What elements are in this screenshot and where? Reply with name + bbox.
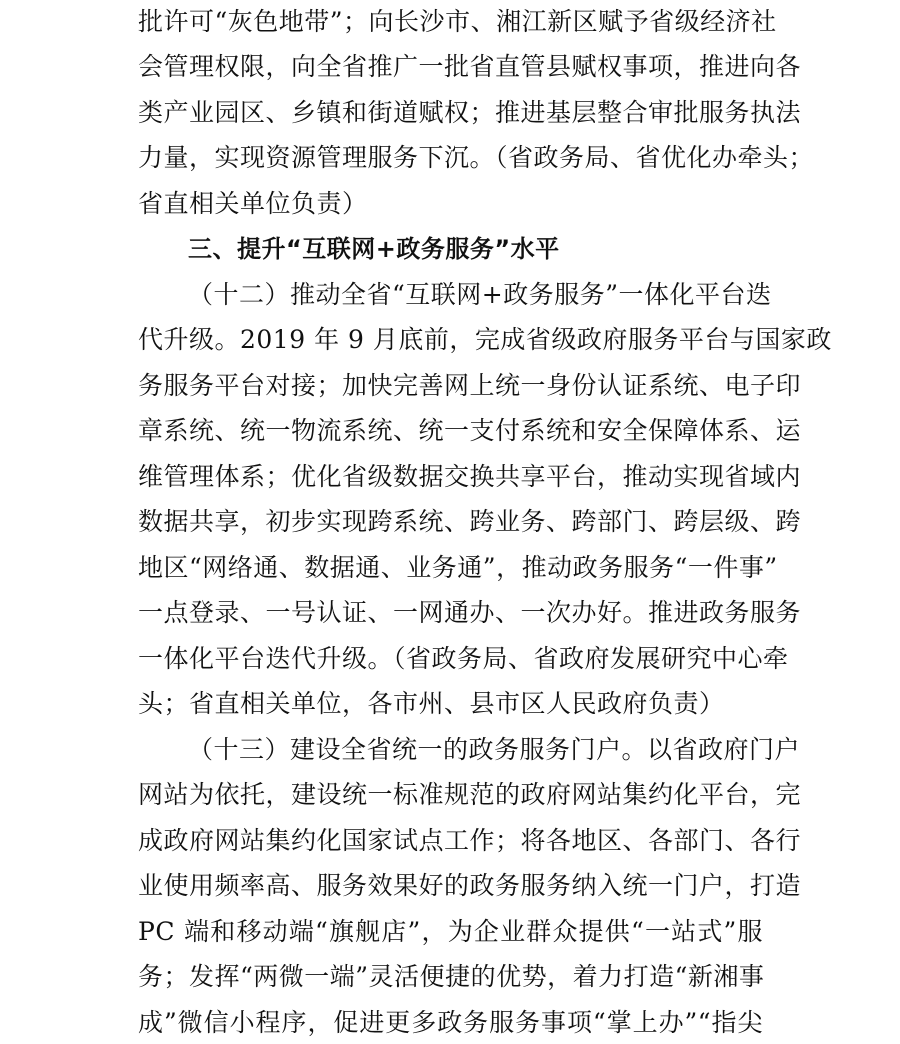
paragraph-line: （十三）建设全省统一的政务服务门户。以省政府门户 xyxy=(188,735,801,764)
paragraph-line: 一体化平台迭代升级。（省政务局、省政府发展研究中心牵 xyxy=(138,644,789,673)
paragraph-line: 地区“网络通、数据通、业务通”，推动政务服务“一件事” xyxy=(138,553,778,582)
paragraph-line: 力量，实现资源管理服务下沉。（省政务局、省优化办牵头； xyxy=(138,143,815,172)
paragraph-line: 务；发挥“两微一端”灵活便捷的优势，着力打造“新湘事 xyxy=(138,962,765,991)
paragraph-line: 网站为依托，建设统一标准规范的政府网站集约化平台，完 xyxy=(138,780,802,809)
paragraph-line: 代升级。2019 年 9 月底前，完成省级政府服务平台与国家政 xyxy=(138,325,832,354)
paragraph-line: 省直相关单位负责） xyxy=(138,189,368,218)
section-heading: 三、提升“互联网+政务服务”水平 xyxy=(188,235,560,263)
paragraph-line: 务服务平台对接；加快完善网上统一身份认证系统、电子印 xyxy=(138,371,802,400)
paragraph-line: 批许可“灰色地带”；向长沙市、湘江新区赋予省级经济社 xyxy=(138,7,777,36)
paragraph-line: 章系统、统一物流系统、统一支付系统和安全保障体系、运 xyxy=(138,416,802,445)
paragraph-line: 数据共享，初步实现跨系统、跨业务、跨部门、跨层级、跨 xyxy=(138,507,802,536)
paragraph-line: PC 端和移动端“旗舰店”，为企业群众提供“一站式”服 xyxy=(138,917,763,946)
paragraph-line: 头；省直相关单位，各市州、县市区人民政府负责） xyxy=(138,689,725,718)
paragraph-line: 会管理权限，向全省推广一批省直管县赋权事项，推进向各 xyxy=(138,52,802,81)
paragraph-line: 成”微信小程序，促进更多政务服务事项“掌上办”“指尖 xyxy=(138,1008,763,1037)
paragraph-line: 业使用频率高、服务效果好的政务服务纳入统一门户，打造 xyxy=(138,871,802,900)
paragraph-line: 成政府网站集约化国家试点工作；将各地区、各部门、各行 xyxy=(138,826,802,855)
paragraph-line: （十二）推动全省“互联网+政务服务”一体化平台迭 xyxy=(188,280,772,309)
paragraph-line: 类产业园区、乡镇和街道赋权；推进基层整合审批服务执法 xyxy=(138,98,802,127)
paragraph-line: 维管理体系；优化省级数据交换共享平台，推动实现省域内 xyxy=(138,462,802,491)
paragraph-line: 一点登录、一号认证、一网通办、一次办好。推进政务服务 xyxy=(138,598,802,627)
